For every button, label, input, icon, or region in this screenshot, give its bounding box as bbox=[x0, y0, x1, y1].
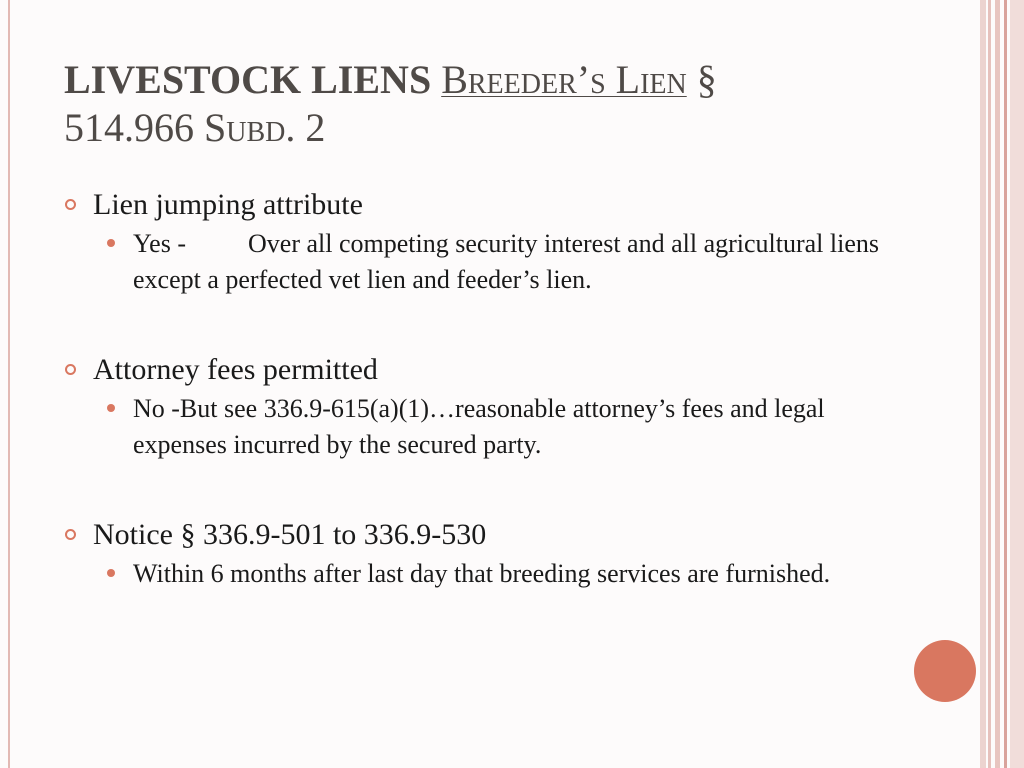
right-stripe bbox=[980, 0, 986, 768]
right-stripe bbox=[988, 0, 991, 768]
detail-prefix: Yes - bbox=[133, 229, 186, 258]
bullet-detail bbox=[133, 556, 894, 592]
right-stripe bbox=[1010, 0, 1024, 768]
title-breeders-lien: Breeder’s Lien bbox=[441, 57, 687, 102]
bullet-detail bbox=[133, 226, 894, 298]
detail-text: Over all competing security interest and all agricultural liens except a perfected vet lien and feeder’s lien. bbox=[133, 229, 880, 294]
detail-text: No -But see 336.9-615(a)(1)…reasonable attorney’s fees and legal expenses incurred by the secured party. bbox=[133, 394, 825, 459]
ring-bullet-icon bbox=[65, 364, 76, 375]
bullet-heading bbox=[64, 516, 894, 554]
dot-bullet-icon bbox=[107, 239, 115, 247]
heading-text: Attorney fees permitted bbox=[93, 353, 378, 386]
accent-circle-decoration bbox=[914, 640, 976, 702]
left-border-rule bbox=[8, 0, 10, 768]
heading-text: Lien jumping attribute bbox=[93, 188, 363, 221]
title-main: LIVESTOCK LIENS bbox=[64, 57, 432, 102]
bullet-heading bbox=[64, 186, 894, 224]
ring-bullet-icon bbox=[65, 529, 76, 540]
right-stripe bbox=[995, 0, 1000, 768]
title-subdivision: Subd. 2 bbox=[204, 105, 326, 150]
title-statute-number: 514.966 bbox=[64, 105, 204, 150]
dot-bullet-icon bbox=[107, 569, 115, 577]
right-stripe bbox=[1004, 0, 1007, 768]
title-section-symbol: § bbox=[696, 57, 717, 102]
ring-bullet-icon bbox=[65, 199, 76, 210]
bullet-heading bbox=[64, 351, 894, 389]
dot-bullet-icon bbox=[107, 404, 115, 412]
slide-title bbox=[64, 56, 924, 152]
detail-text: Within 6 months after last day that breeding services are furnished. bbox=[133, 559, 831, 588]
bullet-detail bbox=[133, 391, 894, 463]
heading-text: Notice § 336.9-501 to 336.9-530 bbox=[93, 518, 487, 551]
slide-content bbox=[64, 186, 894, 592]
